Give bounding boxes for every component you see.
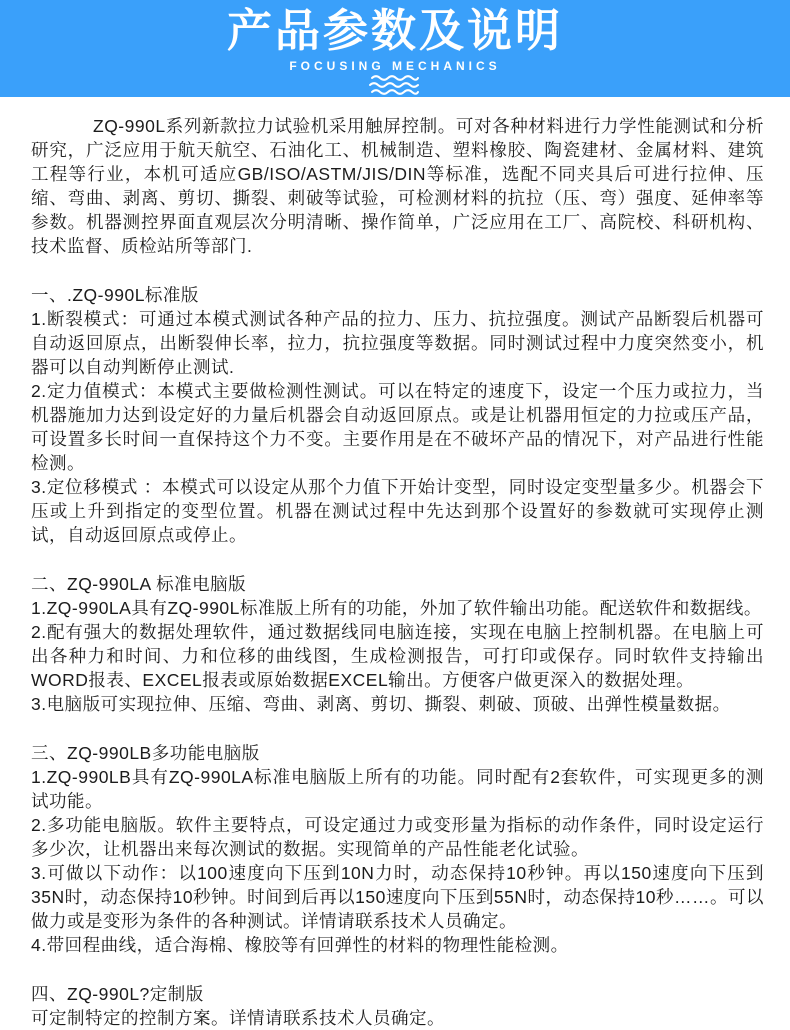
section-item: 2.多功能电脑版。软件主要特点，可设定通过力或变形量为指标的动作条件，同时设定运行多少次，让机器出来每次测试的数据。实现简单的产品性能老化试验。: [31, 815, 764, 859]
section-custom-version: [31, 982, 764, 1030]
section-item: 1.ZQ-990LB具有ZQ-990LA标准电脑版上所有的功能。同时配有2套软件，可实现更多的测试功能。: [31, 767, 764, 811]
section-heading: 三、ZQ-990LB多功能电脑版: [31, 743, 260, 763]
section-item: 1.ZQ-990LA具有ZQ-990L标准版上所有的功能，外加了软件输出功能。配送软件和数据线。: [31, 598, 762, 618]
section-standard-version: [31, 283, 764, 547]
section-standard-pc-version: [31, 572, 764, 716]
section-item: 可定制特定的控制方案。详情请联系技术人员确定。: [31, 1008, 445, 1028]
section-multifunction-pc-version: [31, 741, 764, 957]
section-item: 2.定力值模式：本模式主要做检测性测试。可以在特定的速度下，设定一个压力或拉力，当机器施加力达到设定好的力量后机器会自动返回原点。或是让机器用恒定的力拉或压产品，可设置多长时间一直保持这个力不变。主要作用是在不破坏产品的情况下，对产品进行性能检测。: [31, 381, 764, 473]
section-item: 3.电脑版可实现拉伸、压缩、弯曲、剥离、剪切、撕裂、刺破、顶破、出弹性模量数据。: [31, 694, 731, 714]
section-item: 1.断裂模式：可通过本模式测试各种产品的拉力、压力、抗拉强度。测试产品断裂后机器可自动返回原点，出断裂伸长率，拉力，抗拉强度等数据。同时测试过程中力度突然变小，机器可以自动判断停止测试.: [31, 309, 764, 377]
page-title: 产品参数及说明: [226, 5, 563, 56]
section-item: 3.可做以下动作：以100速度向下压到10N力时，动态保持10秒钟。再以150速度向下压到35N时，动态保持10秒钟。时间到后再以150速度向下压到55N时，动态保持10秒……。可以做力或是变形为条件的各种测试。详情请联系技术人员确定。: [31, 863, 764, 931]
section-item: 4.带回程曲线，适合海棉、橡胶等有回弹性的材料的物理性能检测。: [31, 935, 569, 955]
section-heading: 一、.ZQ-990L标准版: [31, 285, 199, 305]
section-item: 3.定位移模式 ：本模式可以设定从那个力值下开始计变型，同时设定变型量多少。机器会下压或上升到指定的变型位置。机器在测试过程中先达到那个设置好的参数就可实现停止测试，自动返回原点或停止。: [31, 477, 764, 545]
intro-paragraph: ZQ-990L系列新款拉力试验机采用触屏控制。可对各种材料进行力学性能测试和分析研究，广泛应用于航天航空、石油化工、机械制造、塑料橡胶、陶瓷建材、金属材料、建筑工程等行业，本机可适应GB/ISO/ASTM/JIS/DIN等标准，选配不同夹具后可进行拉伸、压缩、弯曲、剥离、剪切、撕裂、刺破等试验，可检测材料的抗拉（压、弯）强度、延伸率等参数。机器测控界面直观层次分明清晰、操作简单，广泛应用在工厂、高院校、科研机构、技术监督、质检站所等部门.: [31, 116, 764, 256]
section-item: 2.配有强大的数据处理软件，通过数据线同电脑连接，实现在电脑上控制机器。在电脑上可出各种力和时间、力和位移的曲线图，生成检测报告，可打印或保存。同时软件支持输出WORD报表、EXCEL报表或原始数据EXCEL输出。方便客户做更深入的数据处理。: [31, 622, 764, 690]
triple-wave-icon: [369, 74, 421, 96]
content-area: [0, 97, 790, 1030]
page-subtitle: FOCUSING MECHANICS: [289, 59, 501, 73]
header-banner: [0, 0, 790, 97]
section-heading: 四、ZQ-990L?定制版: [31, 984, 204, 1004]
section-heading: 二、ZQ-990LA 标准电脑版: [31, 574, 247, 594]
